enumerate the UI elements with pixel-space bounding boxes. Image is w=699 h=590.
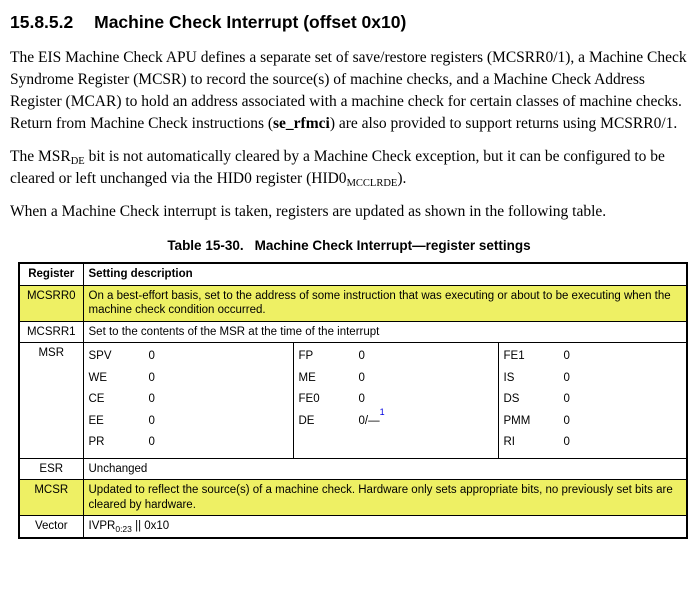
register-description: Updated to reflect the source(s) of a machine check. Hardware only sets appropriate bits, no previously set bits are cleared by hardware.	[83, 480, 687, 516]
msr-bit	[499, 368, 687, 390]
bit-value: 0	[148, 371, 155, 384]
row-vector	[19, 516, 687, 538]
vector-expression-end: || 0x10	[131, 520, 170, 532]
ivpr-bit-range-subscript: 0:23	[115, 524, 132, 534]
msr-bit	[84, 368, 293, 390]
bit-value: 0	[563, 371, 570, 384]
footnote-1-link[interactable]: 1	[379, 407, 385, 418]
section-title: Machine Check Interrupt (offset 0x10)	[94, 12, 407, 32]
header-setting-description: Setting description	[83, 263, 687, 285]
bit-name: PR	[88, 436, 105, 448]
register-name: MSR	[19, 343, 83, 459]
bit-value-text: 0/—	[358, 414, 380, 427]
row-mcsr	[19, 480, 687, 516]
bit-name: IS	[503, 371, 515, 384]
bit-value: 0	[148, 414, 155, 427]
msr-bit	[499, 346, 687, 368]
bit-name: ME	[298, 371, 316, 384]
msr-bit	[84, 389, 293, 411]
bit-name: FE1	[503, 350, 525, 362]
register-name: MCSRR0	[19, 285, 83, 321]
msr-bit	[499, 432, 687, 454]
register-name: ESR	[19, 458, 83, 480]
msr-bit-grid	[84, 343, 687, 458]
msr-bit	[84, 432, 293, 454]
register-description: Unchanged	[83, 458, 687, 480]
bit-name: SPV	[88, 350, 112, 362]
bit-value: 0	[148, 350, 155, 362]
bit-value	[358, 407, 385, 433]
paragraph-1-text-end: ) are also provided to support returns using MCSRR0/1.	[329, 115, 678, 132]
msr-de-subscript: DE	[70, 156, 85, 167]
paragraph-1-text: The EIS Machine Check APU defines a separate set of save/restore registers (MCSRR0/1), a Machine Check Syndrome Register (MCSR) to record the source(s) of machine checks, and a Machine Check Address Register (MCAR) to hold an address associated with a machine check for certain classes of machine checks. Return from Machine Check instructions (	[10, 49, 687, 132]
bit-name: DE	[298, 414, 315, 427]
table-caption-label: Table 15-30.	[167, 238, 244, 253]
paragraph-2-text: The MSR	[10, 148, 71, 165]
register-settings-table	[18, 262, 688, 539]
bit-value: 0	[358, 371, 365, 384]
row-msr	[19, 343, 687, 459]
register-name: Vector	[19, 516, 83, 538]
bit-name: RI	[503, 436, 515, 448]
hid0-mcclrde-subscript: MCCLRDE	[346, 178, 398, 189]
row-mcsrr0	[19, 285, 687, 321]
msr-bit	[84, 411, 293, 433]
vector-expression: IVPR	[88, 520, 116, 532]
msr-bit	[84, 346, 293, 368]
bit-value: 0	[148, 436, 155, 448]
msr-bit-settings	[83, 343, 687, 459]
paragraph-2	[10, 146, 688, 190]
table-caption-title: Machine Check Interrupt—register settings	[254, 238, 531, 253]
bit-name: DS	[503, 393, 520, 405]
bit-name: FE0	[298, 393, 320, 405]
instruction-mnemonic: se_rfmci	[273, 115, 330, 132]
row-mcsrr1	[19, 321, 687, 343]
bit-value: 0	[358, 393, 365, 405]
bit-value: 0	[563, 393, 570, 405]
bit-value: 0	[148, 393, 155, 405]
bit-value: 0	[563, 436, 570, 448]
bit-value: 0	[563, 414, 570, 427]
register-name: MCSR	[19, 480, 83, 516]
register-description: On a best-effort basis, set to the address of some instruction that was executing or about to be executing when the machine check condition occurred.	[83, 285, 687, 321]
table-header-row	[19, 263, 687, 285]
paragraph-2-text-mid: bit is not automatically cleared by a Machine Check exception, but it can be configured to be cleared or left unchanged via the HID0 register (HID0	[10, 148, 665, 187]
msr-bit-column-1	[84, 343, 293, 458]
bit-name: FP	[298, 350, 314, 362]
msr-bit	[294, 368, 498, 390]
paragraph-3: When a Machine Check interrupt is taken, registers are updated as shown in the following table.	[10, 203, 607, 220]
paragraph-1	[10, 47, 688, 135]
msr-bit	[294, 389, 498, 411]
msr-bit-column-3	[498, 343, 687, 458]
bit-name: EE	[88, 414, 104, 427]
msr-bit	[294, 407, 498, 433]
paragraph-2-text-end: ).	[397, 170, 407, 187]
section-number: 15.8.5.2	[10, 12, 74, 32]
msr-bit	[499, 389, 687, 411]
register-name: MCSRR1	[19, 321, 83, 343]
register-description: Set to the contents of the MSR at the time of the interrupt	[83, 321, 687, 343]
bit-name: PMM	[503, 414, 531, 427]
table-caption	[10, 238, 688, 253]
section-heading	[10, 12, 689, 33]
msr-bit-column-2	[293, 343, 498, 458]
msr-bit	[499, 411, 687, 433]
bit-value: 0	[358, 350, 365, 362]
bit-value: 0	[563, 350, 570, 362]
msr-bit	[294, 346, 498, 368]
register-description	[83, 516, 687, 538]
row-esr	[19, 458, 687, 480]
bit-name: CE	[88, 393, 105, 405]
header-register: Register	[19, 263, 83, 285]
bit-name: WE	[88, 371, 108, 384]
